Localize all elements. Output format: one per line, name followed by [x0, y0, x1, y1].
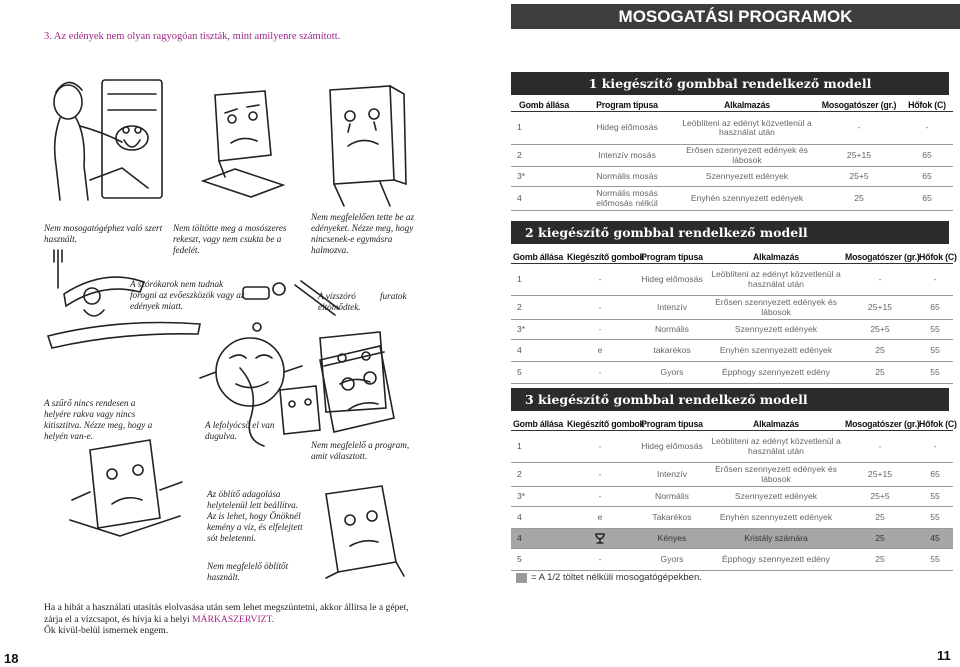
cell: Leöblíteni az edényt közvetlenül a használat után: [709, 264, 843, 296]
cell: -: [901, 112, 953, 145]
cell: Intenzív mosás: [577, 145, 677, 167]
cell: 3*: [511, 320, 565, 340]
cell: Normális: [635, 320, 709, 340]
cell: 55: [917, 487, 953, 507]
cell: Szennyezett edények: [709, 487, 843, 507]
cell: 25+15: [843, 296, 917, 320]
cell: 65: [901, 167, 953, 187]
col-header: Program típusa: [635, 251, 709, 264]
cell: 55: [917, 507, 953, 529]
cell: 25+15: [817, 145, 901, 167]
col-header: Hőfok (C): [919, 419, 957, 429]
cell: 4: [511, 529, 565, 549]
cell: 2: [511, 463, 565, 487]
col-header: Mosogatószer (gr.): [845, 419, 920, 429]
cell: Erősen szennyezett edények és lábosok: [677, 145, 817, 167]
service-brand: MÁRKASZERVIZT.: [192, 613, 275, 625]
cell: -: [565, 320, 635, 340]
table-row: [511, 187, 953, 211]
cell: Enyhén szennyezett edények: [709, 507, 843, 529]
legend-text: = A 1/2 töltet nélküli mosogatógépekben.: [531, 572, 702, 583]
cell: Normális mosás: [577, 167, 677, 187]
col-header: Gomb állása: [513, 252, 564, 262]
cell: Hideg előmosás: [577, 112, 677, 145]
col-header: Gomb állása: [513, 419, 564, 429]
caption-drain-clogged: A lefolyócső el van dugulva.: [205, 420, 275, 441]
cell: [565, 529, 635, 549]
cell: Hideg előmosás: [635, 431, 709, 463]
cell: -: [917, 264, 953, 296]
col-header: Program típusa: [635, 418, 709, 431]
cell: Intenzív: [635, 463, 709, 487]
cell: 1: [511, 112, 577, 145]
page-title: MOSOGATÁSI PROGRAMOK: [511, 4, 960, 29]
cell: Gyors: [635, 362, 709, 384]
service-note: [44, 602, 414, 637]
caption-wrong-rinse-aid: Nem megfelelő öblítőt használt.: [207, 561, 289, 582]
cell: 25: [843, 507, 917, 529]
cell: 25+15: [843, 463, 917, 487]
cell: Kényes: [635, 529, 709, 549]
cell: Leöblíteni az edényt közvetlenül a használat után: [677, 112, 817, 145]
cell: 5: [511, 362, 565, 384]
section-heading-1-button: 1 kiegészítő gombbal rendelkező modell: [511, 72, 949, 95]
cell: takarékos: [635, 340, 709, 362]
cell: 25: [817, 187, 901, 211]
cell: e: [565, 340, 635, 362]
legend: [516, 572, 702, 583]
cell: 65: [901, 145, 953, 167]
cell: 65: [901, 187, 953, 211]
cell: Erősen szennyezett edények és lábosok: [709, 296, 843, 320]
illustration-rinse-aid-dishwasher: [310, 480, 410, 580]
cell: -: [565, 487, 635, 507]
troubleshoot-heading: 3. Az edények nem olyan ragyogóan tiszták, mint amilyenre számított.: [44, 31, 341, 42]
caption-dishes-stacked: Nem megfelelően tette be az edényeket. Nézze meg, hogy nincsenek-e egymásra halmozva.: [311, 212, 415, 255]
cell: 55: [917, 340, 953, 362]
col-header: Kiegészítő gombok: [567, 252, 645, 262]
table-row: [511, 549, 953, 571]
cell: 1: [511, 264, 565, 296]
cell: 45: [917, 529, 953, 549]
illustration-filter-character: [60, 430, 190, 550]
col-header: Alkalmazás: [709, 251, 843, 264]
service-note-closing: Ők kívül-belül ismernek engem.: [44, 625, 169, 636]
table-row: [511, 167, 953, 187]
table-row: [511, 362, 953, 384]
cell: -: [917, 431, 953, 463]
cell: -: [565, 296, 635, 320]
table-row: [511, 320, 953, 340]
cell: 65: [917, 463, 953, 487]
cell: 4: [511, 187, 577, 211]
caption-holes-label-b: furatok: [380, 291, 407, 301]
cell: 25: [843, 529, 917, 549]
cell: Enyhén szennyezett edények: [709, 340, 843, 362]
cell: 1: [511, 431, 565, 463]
cell: 4: [511, 507, 565, 529]
cell: 5: [511, 549, 565, 571]
cell: -: [817, 112, 901, 145]
cell: 25+5: [817, 167, 901, 187]
section-heading-2-buttons: 2 kiegészítő gombbal rendelkező modell: [511, 221, 949, 244]
cell: 2: [511, 145, 577, 167]
col-header: Kiegészítő gombok: [567, 419, 645, 429]
cell: 4: [511, 340, 565, 362]
col-header: Gomb állása: [511, 99, 577, 112]
caption-holes-label-c: eltömődtek.: [318, 302, 361, 312]
cell: 3*: [511, 167, 577, 187]
cell: Szennyezett edények: [677, 167, 817, 187]
cell: Enyhén szennyezett edények: [677, 187, 817, 211]
cell: 25: [843, 340, 917, 362]
cell: 25: [843, 362, 917, 384]
col-header: Program típusa: [577, 99, 677, 112]
cell: Kristály számára: [709, 529, 843, 549]
caption-rinse-aid-setting: Az öblítő adagolása helytelenül lett beállítva. Az is lehet, hogy Önöknél kemény a víz, és elfelejtett sót beletenni.: [207, 489, 303, 543]
caption-spray-arms-blocked: A szórókarok nem tudnak forogni az evőeszközök vagy az edények miatt.: [130, 279, 245, 311]
caption-holes-label-a: A vízszóró: [318, 291, 356, 301]
legend-swatch: [516, 573, 527, 583]
cell: 25+5: [843, 320, 917, 340]
cell: 3*: [511, 487, 565, 507]
illustration-program-dishwasher: [300, 330, 410, 440]
cell: 55: [917, 320, 953, 340]
table-row: [511, 463, 953, 487]
cell: Intenzív: [635, 296, 709, 320]
col-header: Mosogatószer (gr.): [845, 252, 920, 262]
cell: 55: [917, 362, 953, 384]
cell: e: [565, 507, 635, 529]
table-row: [511, 145, 953, 167]
caption-filter-not-in-place: A szűrő nincs rendesen a helyére rakva vagy nincs kitisztítva. Nézze meg, hogy a helyén van-e.: [44, 398, 153, 441]
table-row: [511, 507, 953, 529]
cell: Gyors: [635, 549, 709, 571]
program-table-3-buttons: [511, 418, 957, 571]
page-number-right: 11: [937, 648, 951, 663]
cell: 25: [843, 549, 917, 571]
table-row: [511, 264, 953, 296]
cell: 2: [511, 296, 565, 320]
caption-wrong-detergent: Nem mosogatógéphez való szert használt.: [44, 223, 163, 244]
cell: 65: [917, 296, 953, 320]
table-row-half-load: [511, 529, 953, 549]
cell: -: [565, 264, 635, 296]
table-row: [511, 296, 953, 320]
cell: Leöblíteni az edényt közvetlenül a használat után: [709, 431, 843, 463]
illustration-crying-dishwasher: [320, 80, 410, 210]
page-number-left: 18: [4, 651, 19, 666]
caption-dispenser-not-filled: Nem töltötte meg a mosószeres rekeszt, vagy nem csukta be a fedelét.: [173, 223, 287, 255]
illustration-sad-dispenser: [195, 85, 290, 200]
program-table-2-buttons: [511, 251, 957, 384]
cell: Hideg előmosás: [635, 264, 709, 296]
col-header: Mosogatószer (gr.): [817, 99, 901, 112]
illustration-woman-dishwasher: [30, 70, 170, 210]
cell: Erősen szennyezett edények és lábosok: [709, 463, 843, 487]
section-heading-3-buttons: 3 kiegészítő gombbal rendelkező modell: [511, 388, 949, 411]
cell: -: [565, 463, 635, 487]
cell: -: [843, 431, 917, 463]
cell: -: [565, 362, 635, 384]
cell: Normális mosás előmosás nélkül: [577, 187, 677, 211]
col-header: Hőfok (C): [901, 99, 953, 112]
cell: Épphogy szennyezett edény: [709, 362, 843, 384]
cell: -: [565, 431, 635, 463]
cell: -: [565, 549, 635, 571]
col-header: Alkalmazás: [709, 418, 843, 431]
cell: Szennyezett edények: [709, 320, 843, 340]
cell: Épphogy szennyezett edény: [709, 549, 843, 571]
table-row: [511, 487, 953, 507]
cell: 25+5: [843, 487, 917, 507]
col-header: Alkalmazás: [677, 99, 817, 112]
table-row: [511, 340, 953, 362]
wine-glass-icon: [595, 533, 605, 544]
col-header: Hőfok (C): [919, 252, 957, 262]
cell: 55: [917, 549, 953, 571]
table-row: [511, 431, 953, 463]
cell: Takarékos: [635, 507, 709, 529]
service-note-text: Ha a hibát a használati utasítás elolvasása után sem lehet megszüntetni, akkor állítsa le a gépet, zárja el a vízcsapot, és hívja ki a helyi: [44, 602, 409, 625]
table-row: [511, 112, 953, 145]
cell: Normális: [635, 487, 709, 507]
program-table-1-button: [511, 99, 953, 211]
cell: -: [843, 264, 917, 296]
caption-wrong-program: Nem megfelelő a program, amit választott.: [311, 440, 410, 461]
